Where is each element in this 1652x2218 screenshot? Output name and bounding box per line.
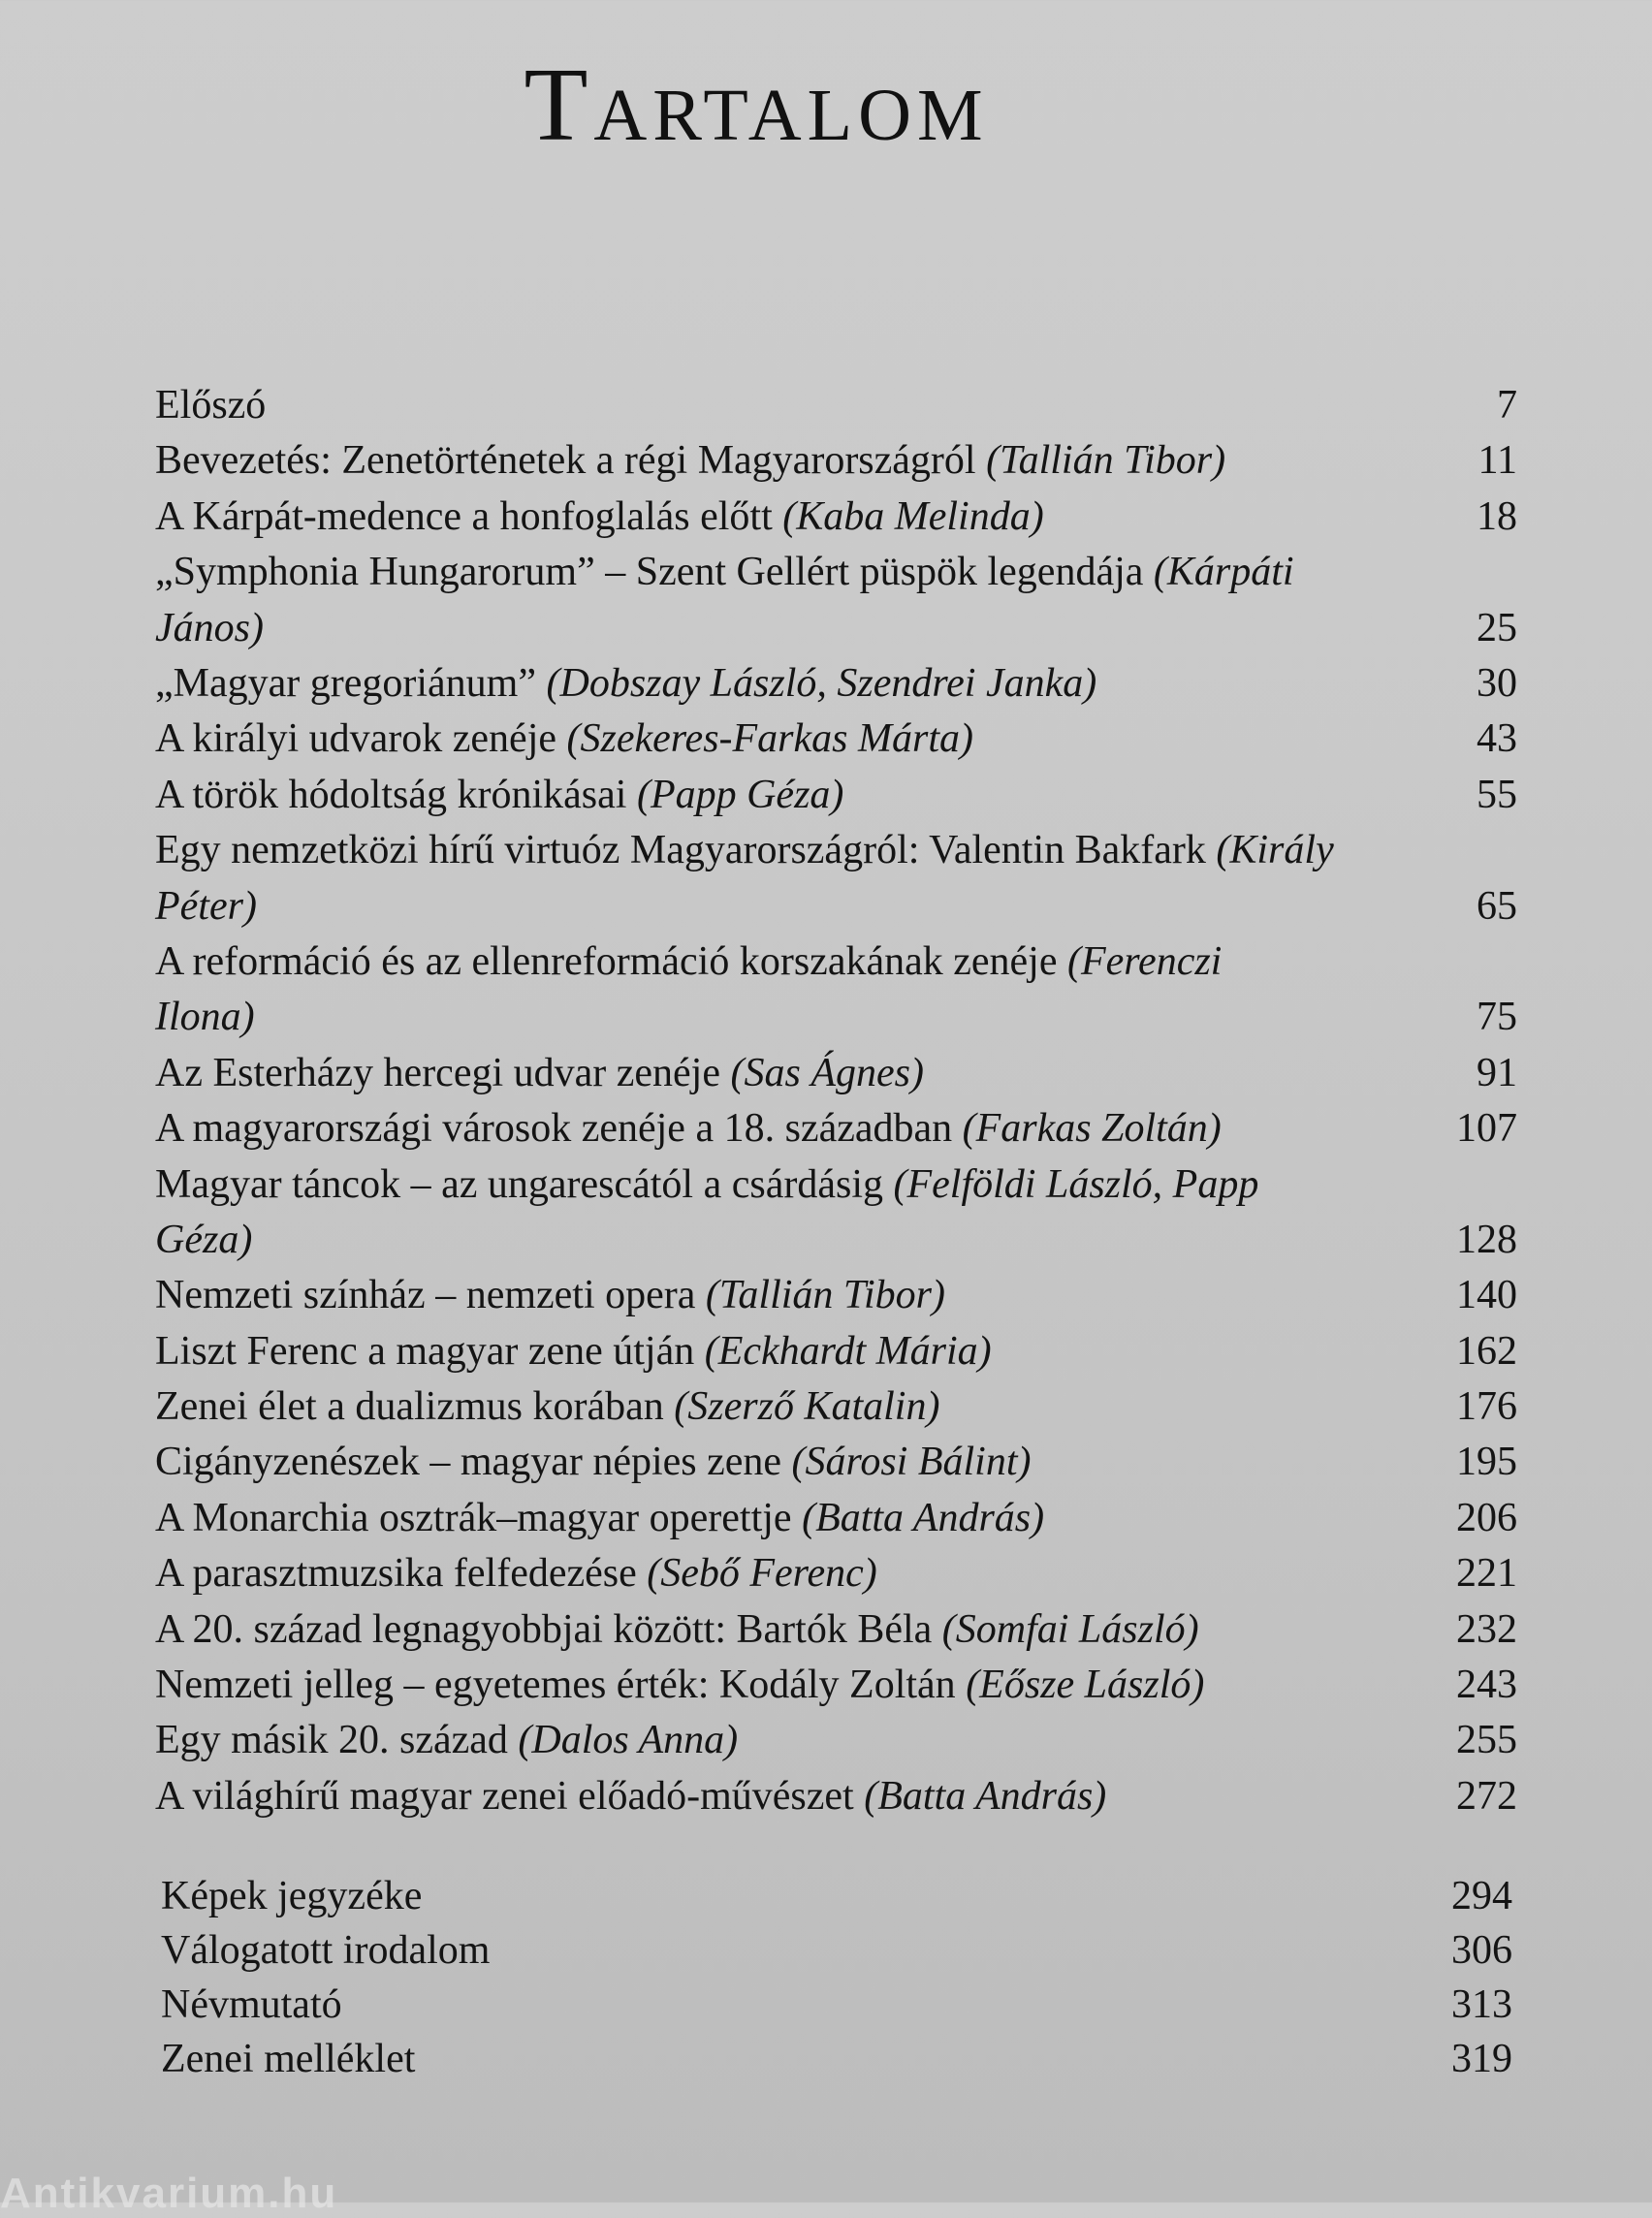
- toc-entry: [155, 1491, 1517, 1546]
- toc-entry-title: Egy másik 20. század: [155, 1718, 519, 1763]
- toc-entry-author: (Sebő Ferenc): [647, 1551, 877, 1597]
- toc-entry-title: „Symphonia Hungarorum” – Szent Gellért püspök legendája: [155, 550, 1154, 595]
- toc-page-number: 221: [1456, 1551, 1517, 1597]
- toc-page-number: 128: [1456, 1217, 1517, 1262]
- toc-entry-author: (Batta András): [802, 1495, 1045, 1540]
- back-matter-entry: [161, 1869, 1512, 1923]
- toc-entry-author: (Papp Géza): [636, 772, 844, 817]
- toc-page-number: 162: [1456, 1328, 1517, 1374]
- toc-entry-title: A Monarchia osztrák–magyar operettje: [155, 1495, 803, 1540]
- toc-page-number: 18: [1477, 493, 1517, 539]
- toc-entry-title: Liszt Ferenc a magyar zene útján: [155, 1328, 705, 1374]
- toc-entry: [155, 1769, 1517, 1824]
- toc-entry-author: (Kárpáti János): [155, 550, 1294, 650]
- back-matter-list: [161, 1869, 1512, 2086]
- toc-entry-author: (Eősze László): [966, 1663, 1205, 1708]
- toc-page-number: 232: [1456, 1606, 1517, 1652]
- toc-entry-title: Cigányzenészek – magyar népies zene: [155, 1440, 792, 1485]
- page-title: Tartalom: [524, 48, 989, 163]
- toc-entry-title: A 20. század legnagyobbjai között: Bartók Béla: [155, 1606, 942, 1652]
- toc-entry-author: (Sas Ágnes): [730, 1050, 924, 1095]
- toc-entry-title: A királyi udvarok zenéje: [155, 716, 567, 762]
- toc-page-number: 255: [1456, 1718, 1517, 1763]
- toc-entry-author: (Felföldi László, Papp Géza): [155, 1161, 1259, 1262]
- toc-entry: [155, 1101, 1517, 1157]
- back-matter-page-number: 319: [1451, 2037, 1512, 2081]
- toc-page-number: 75: [1477, 995, 1517, 1040]
- toc-page-number: 11: [1477, 438, 1517, 484]
- toc-entry-author: (Farkas Zoltán): [962, 1106, 1222, 1152]
- toc-entry: [155, 712, 1517, 767]
- toc-entry-author: (Dalos Anna): [518, 1718, 739, 1763]
- toc-entry: [155, 768, 1517, 823]
- toc-entry-title: Bevezetés: Zenetörténetek a régi Magyarországról: [155, 438, 987, 484]
- back-matter-title: Névmutató: [161, 1982, 342, 2027]
- toc-entry: [155, 545, 1517, 656]
- toc-page-number: 43: [1477, 716, 1517, 762]
- toc-page-number: 91: [1477, 1050, 1517, 1095]
- toc-entry-title: Az Esterházy hercegi udvar zenéje: [155, 1050, 731, 1095]
- toc-entry-author: (Szekeres-Farkas Márta): [566, 716, 974, 762]
- toc-entry: [155, 935, 1517, 1046]
- toc-entry-author: (Tallián Tibor): [986, 438, 1226, 484]
- toc-entry-author: (Szerző Katalin): [674, 1384, 940, 1430]
- back-matter-title: Zenei melléklet: [161, 2037, 416, 2081]
- toc-entry: [155, 1046, 1517, 1101]
- back-matter-page-number: 306: [1451, 1928, 1512, 1973]
- toc-entry-author: (Dobszay László, Szendrei Janka): [546, 660, 1097, 706]
- toc-entry-author: (Király Péter): [155, 828, 1334, 929]
- toc-entry-author: (Ferenczi Ilona): [155, 938, 1223, 1040]
- toc-entry: [155, 1546, 1517, 1601]
- toc-entry: [155, 1157, 1517, 1269]
- toc-entry: [155, 1268, 1517, 1323]
- toc-entry-title: Előszó: [155, 382, 267, 428]
- back-matter-page-number: 313: [1451, 1982, 1512, 2027]
- toc-entry-title: A reformáció és az ellenreformáció korszakának zenéje: [155, 938, 1067, 984]
- back-matter-entry: [161, 2032, 1512, 2086]
- toc-page-number: 176: [1456, 1384, 1517, 1430]
- toc-page-number: 25: [1477, 605, 1517, 650]
- toc-entry: [155, 490, 1517, 545]
- toc-page-number: 7: [1497, 382, 1517, 428]
- toc-entry-title: Magyar táncok – az ungarescától a csárdásig: [155, 1161, 894, 1207]
- watermark: Antikvarium.hu: [0, 2170, 338, 2217]
- toc-entry: [155, 823, 1517, 935]
- toc-entry: [155, 1713, 1517, 1768]
- toc-entry: [155, 378, 1517, 433]
- back-matter-page-number: 294: [1451, 1874, 1512, 1918]
- toc-entry: [155, 1379, 1517, 1435]
- toc-page-number: 65: [1477, 883, 1517, 929]
- toc-entry: [155, 656, 1517, 712]
- toc-entry: [155, 1602, 1517, 1658]
- toc-entry-title: A világhírű magyar zenei előadó-művészet: [155, 1773, 865, 1819]
- toc-page-number: 243: [1456, 1663, 1517, 1708]
- toc-entry-title: Nemzeti színház – nemzeti opera: [155, 1273, 706, 1318]
- toc-page-number: 195: [1456, 1440, 1517, 1485]
- toc-entry-title: Zenei élet a dualizmus korában: [155, 1384, 675, 1430]
- back-matter-entry: [161, 1978, 1512, 2032]
- back-matter-entry: [161, 1923, 1512, 1978]
- toc-entry-author: (Somfai László): [941, 1606, 1199, 1652]
- toc-entry-title: A parasztmuzsika felfedezése: [155, 1551, 648, 1597]
- toc-page-number: 206: [1456, 1495, 1517, 1540]
- toc-entry-title: A Kárpát-medence a honfoglalás előtt: [155, 493, 783, 539]
- toc-entry-title: A magyarországi városok zenéje a 18. században: [155, 1106, 963, 1152]
- toc-entry: [155, 433, 1517, 489]
- toc-entry: [155, 1658, 1517, 1713]
- toc-entry-author: (Kaba Melinda): [782, 493, 1044, 539]
- toc-entry: [155, 1435, 1517, 1490]
- back-matter-title: Válogatott irodalom: [161, 1928, 491, 1973]
- toc-entry-title: Nemzeti jelleg – egyetemes érték: Kodály Zoltán: [155, 1663, 967, 1708]
- toc-entry-author: (Tallián Tibor): [705, 1273, 945, 1318]
- toc-entry-title: „Magyar gregoriánum”: [155, 660, 547, 706]
- back-matter-title: Képek jegyzéke: [161, 1874, 423, 1918]
- toc-page-number: 107: [1456, 1106, 1517, 1152]
- toc-entry-title: Egy nemzetközi hírű virtuóz Magyarországról: Valentin Bakfark: [155, 828, 1217, 873]
- toc-page-number: 55: [1477, 772, 1517, 817]
- toc-page-number: 140: [1456, 1273, 1517, 1318]
- toc-entry-author: (Eckhardt Mária): [704, 1328, 992, 1374]
- toc-entry-title: A török hódoltság krónikásai: [155, 772, 637, 817]
- toc-page-number: 272: [1456, 1773, 1517, 1819]
- toc-page-number: 30: [1477, 660, 1517, 706]
- toc-entry-author: (Sárosi Bálint): [791, 1440, 1032, 1485]
- toc-entry: [155, 1324, 1517, 1379]
- toc-entry-author: (Batta András): [864, 1773, 1107, 1819]
- table-of-contents: [155, 378, 1517, 1824]
